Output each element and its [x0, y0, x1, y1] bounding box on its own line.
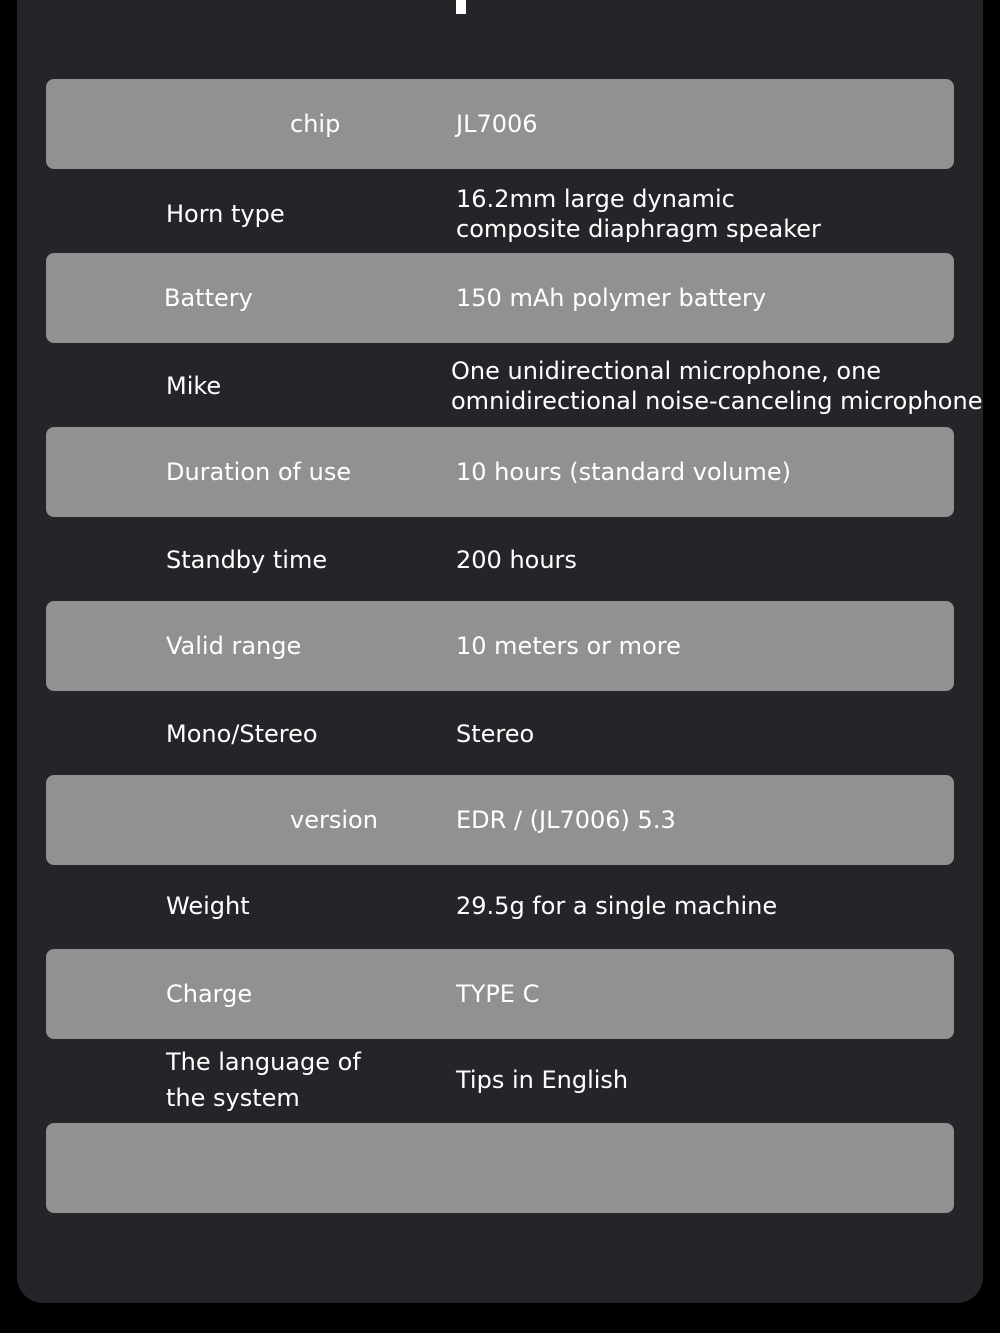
- spec-label: Charge: [166, 980, 253, 1008]
- spec-value: Tips in English: [456, 1066, 629, 1094]
- spec-value: 150 mAh polymer battery: [456, 284, 767, 312]
- spec-row-mono-stereo: [46, 689, 954, 779]
- spec-value-line: One unidirectional microphone, one: [451, 357, 882, 385]
- spec-label-line: the system: [166, 1084, 300, 1112]
- spec-label: Battery: [164, 284, 253, 312]
- spec-label-line: The language of: [166, 1048, 361, 1076]
- spec-value: JL7006: [456, 110, 538, 138]
- spec-row-system-language: [46, 1037, 954, 1123]
- spec-value: Stereo: [456, 720, 535, 748]
- spec-label: Mike: [166, 372, 222, 400]
- spec-value-line: omnidirectional noise-canceling microphone: [451, 387, 983, 415]
- spec-value: 29.5g for a single machine: [456, 892, 778, 920]
- spec-label: Mono/Stereo: [166, 720, 318, 748]
- spec-row-standby: [46, 515, 954, 605]
- spec-label: Duration of use: [166, 458, 352, 486]
- spec-value: TYPE C: [456, 980, 540, 1008]
- spec-label: Standby time: [166, 546, 328, 574]
- spec-label: Valid range: [166, 632, 302, 660]
- spec-row-mike: [46, 341, 983, 431]
- spec-row-horn-type: [46, 169, 954, 259]
- spec-row-charge: [46, 949, 954, 1039]
- spec-label: [166, 1037, 361, 1123]
- spec-value-line: composite diaphragm speaker: [456, 215, 821, 243]
- spec-row-battery: [46, 253, 954, 343]
- spec-value: 10 hours (standard volume): [456, 458, 791, 486]
- spec-row-weight: [46, 861, 954, 951]
- spec-label: version: [290, 806, 378, 834]
- spec-value: EDR / (JL7006) 5.3: [456, 806, 676, 834]
- spec-value: 10 meters or more: [456, 632, 681, 660]
- spec-row-version: [46, 775, 954, 865]
- spec-value: [451, 341, 982, 431]
- spec-value-line: 16.2mm large dynamic: [456, 185, 735, 213]
- spec-row-valid-range: [46, 601, 954, 691]
- spec-row-chip: [46, 79, 954, 169]
- spec-label: Weight: [166, 892, 250, 920]
- top-marker: [456, 0, 466, 14]
- spec-value: 200 hours: [456, 546, 577, 574]
- spec-label: Horn type: [166, 200, 285, 228]
- spec-value: [456, 169, 821, 259]
- spec-label: chip: [290, 110, 341, 138]
- spec-row-empty: [46, 1123, 954, 1213]
- spec-row-duration: [46, 427, 954, 517]
